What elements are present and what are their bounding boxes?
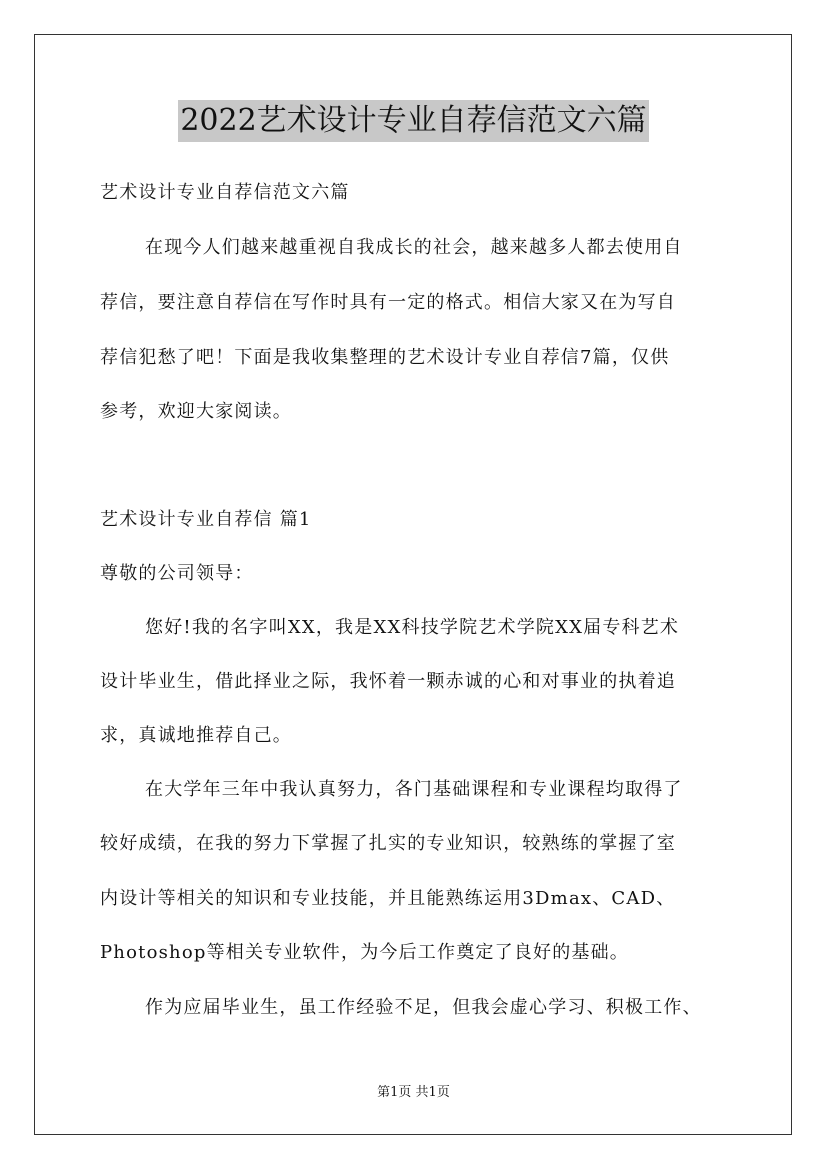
page-footer: 第1页 共1页 — [377, 1085, 450, 1100]
paragraph-line: Photoshop等相关专业软件，为今后工作奠定了良好的基础。 — [100, 942, 629, 963]
paragraph-line: 较好成绩，在我的努力下掌握了扎实的专业知识，较熟练的掌握了室 — [100, 833, 676, 854]
intro-line: 在现今人们越来越重视自我成长的社会，越来越多人都去使用自 — [145, 237, 683, 258]
section-heading: 艺术设计专业自荐信 篇1 — [100, 509, 312, 530]
paragraph-line: 设计毕业生，借此择业之际，我怀着一颗赤诚的心和对事业的执着追 — [100, 671, 676, 692]
paragraph-line: 内设计等相关的知识和专业技能，并且能熟练运用3Dmax、CAD、 — [100, 888, 676, 909]
intro-line: 荐信，要注意自荐信在写作时具有一定的格式。相信大家又在为写自 — [100, 292, 676, 313]
intro-line: 荐信犯愁了吧！下面是我收集整理的艺术设计专业自荐信7篇，仅供 — [100, 347, 670, 368]
paragraph-line: 在大学年三年中我认真努力，各门基础课程和专业课程均取得了 — [145, 779, 683, 800]
salutation: 尊敬的公司领导： — [100, 563, 254, 584]
paragraph-line: 您好!我的名字叫XX，我是XX科技学院艺术学院XX届专科艺术 — [145, 617, 680, 638]
intro-line: 参考，欢迎大家阅读。 — [100, 401, 292, 422]
paragraph-line: 作为应届毕业生，虽工作经验不足，但我会虚心学习、积极工作、 — [145, 997, 702, 1018]
document-subtitle: 艺术设计专业自荐信范文六篇 — [100, 182, 350, 203]
paragraph-line: 求，真诚地推荐自己。 — [100, 725, 292, 746]
document-title: 2022艺术设计专业自荐信范文六篇 — [178, 100, 648, 142]
